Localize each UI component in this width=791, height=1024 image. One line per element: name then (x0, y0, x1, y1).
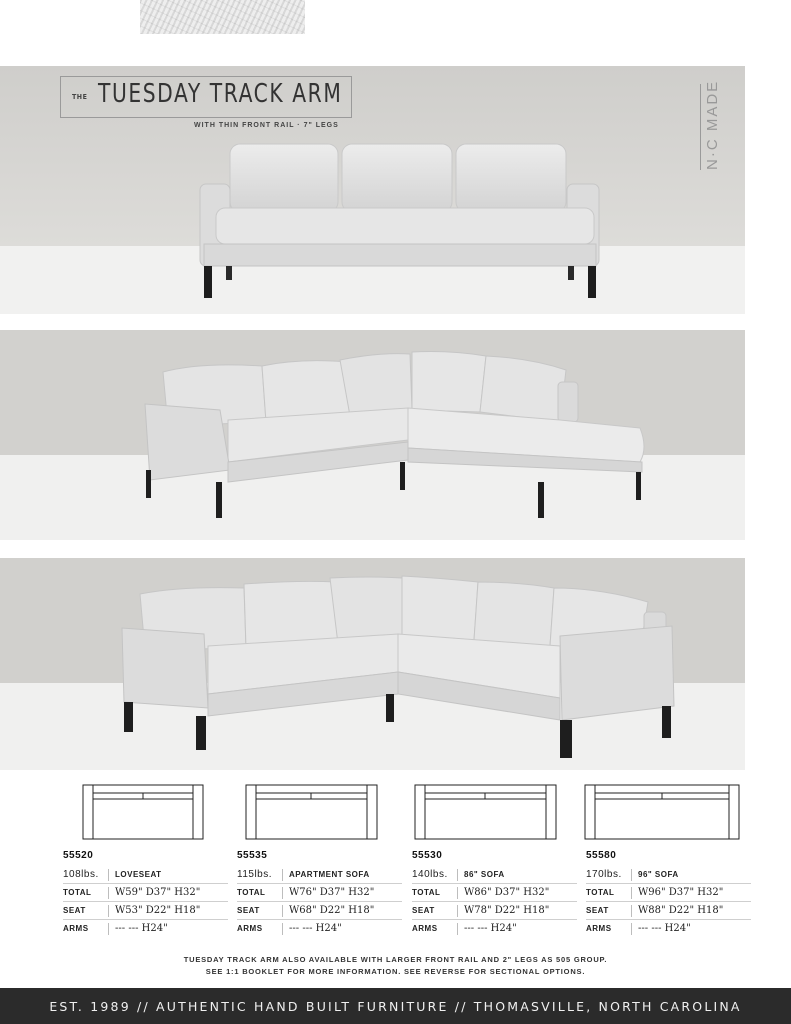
86-sofa-diagram (414, 784, 557, 840)
arms-dims: --- --- H24" (289, 923, 342, 934)
row-label: ARMS (237, 924, 263, 933)
nc-made-badge: N·C MADE (704, 79, 721, 170)
row-label: TOTAL (237, 888, 266, 897)
total-dims: W59" D37" H32" (115, 887, 201, 898)
arms-dims: --- --- H24" (464, 923, 517, 934)
seat-row (63, 901, 228, 919)
reference-note: SEE 1:1 BOOKLET FOR MORE INFORMATION. SEE REVERSE FOR SECTIONAL OPTIONS. (205, 967, 586, 976)
product-name: 86" SOFA (464, 870, 505, 879)
row-label: TOTAL (586, 888, 615, 897)
product-subtitle: WITH THIN FRONT RAIL · 7" LEGS (194, 122, 339, 129)
l-sectional-photo (0, 558, 745, 770)
weight: 115lbs. (237, 869, 273, 880)
weight: 140lbs. (412, 869, 448, 880)
arms-row (63, 919, 228, 937)
total-dims: W86" D37" H32" (464, 887, 550, 898)
weight: 170lbs. (586, 869, 622, 880)
footer-text: EST. 1989 // AUTHENTIC HAND BUILT FURNITURE // THOMASVILLE, NORTH CAROLINA (49, 998, 742, 1014)
product-name: 96" SOFA (638, 870, 679, 879)
weight-row (412, 866, 577, 883)
product-name: LOVESEAT (115, 870, 162, 879)
spec-86-sofa (412, 850, 577, 937)
availability-note: TUESDAY TRACK ARM ALSO AVAILABLE WITH LARGER FRONT RAIL AND 2" LEGS AS 505 GROUP. (183, 955, 608, 964)
product-title: TUESDAY TRACK ARM (98, 79, 343, 109)
row-label: SEAT (237, 906, 260, 915)
row-label: SEAT (412, 906, 435, 915)
spec-loveseat (63, 850, 228, 937)
row-label: ARMS (412, 924, 438, 933)
weight-row (586, 866, 751, 883)
total-row (63, 883, 228, 901)
total-dims: W96" D37" H32" (638, 887, 724, 898)
row-label: ARMS (63, 924, 89, 933)
model-number: 55580 (586, 850, 617, 861)
seat-row (237, 901, 402, 919)
arms-row (412, 919, 577, 937)
seat-dims: W68" D22" H18" (289, 905, 375, 916)
total-dims: W76" D37" H32" (289, 887, 375, 898)
seat-row (412, 901, 577, 919)
chaise-sectional-photo (0, 330, 745, 540)
model-number: 55520 (63, 850, 94, 861)
row-label: TOTAL (412, 888, 441, 897)
96-sofa-diagram (584, 784, 740, 840)
arms-row (237, 919, 402, 937)
spec-apartment-sofa (237, 850, 402, 937)
arms-row (586, 919, 751, 937)
apartment-sofa-diagram (245, 784, 378, 840)
seat-dims: W78" D22" H18" (464, 905, 550, 916)
row-label: ARMS (586, 924, 612, 933)
map-texture-image (140, 0, 305, 34)
weight-row (63, 866, 228, 883)
row-label: TOTAL (63, 888, 92, 897)
row-label: SEAT (63, 906, 86, 915)
total-row (586, 883, 751, 901)
spec-96-sofa (586, 850, 751, 937)
weight-row (237, 866, 402, 883)
seat-dims: W53" D22" H18" (115, 905, 201, 916)
title-prefix: THE (72, 93, 88, 101)
arms-dims: --- --- H24" (115, 923, 168, 934)
seat-row (586, 901, 751, 919)
total-row (412, 883, 577, 901)
arms-dims: --- --- H24" (638, 923, 691, 934)
weight: 108lbs. (63, 869, 99, 880)
model-number: 55530 (412, 850, 443, 861)
badge-divider (700, 84, 701, 170)
row-label: SEAT (586, 906, 609, 915)
model-number: 55535 (237, 850, 268, 861)
product-name: APARTMENT SOFA (289, 870, 370, 879)
seat-dims: W88" D22" H18" (638, 905, 724, 916)
footer-bar (0, 988, 791, 1024)
loveseat-diagram (82, 784, 204, 840)
total-row (237, 883, 402, 901)
